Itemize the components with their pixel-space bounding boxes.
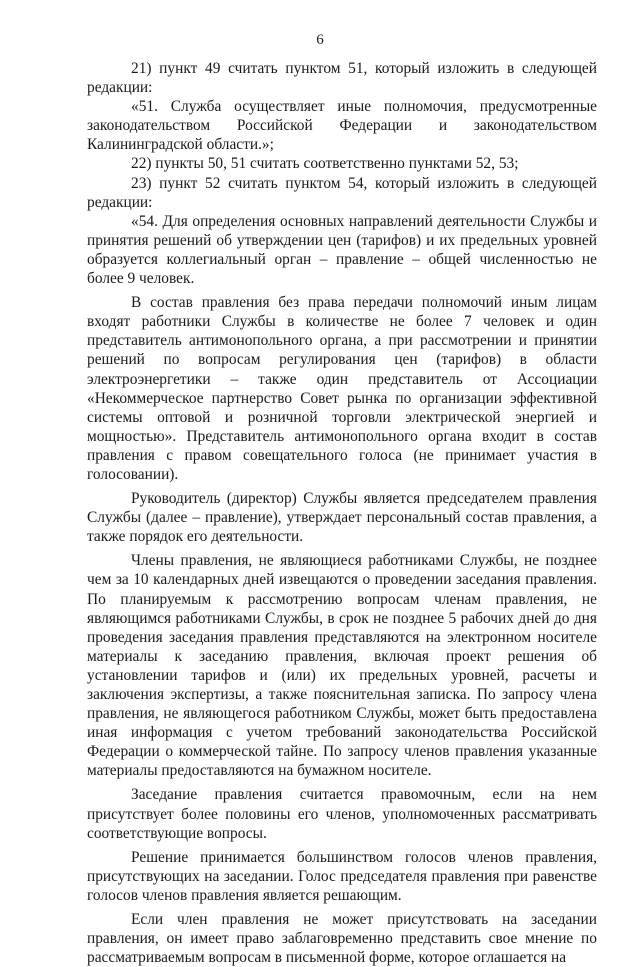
paragraph: 22) пункты 50, 51 считать соответственно пунктами 52, 53;: [131, 155, 519, 173]
paragraph: В состав правления без права передачи полномочий иным лицам входят работники Службы в количестве не более 7 человек и один представитель антимонопольного органа, а при рассмотрении и принятии решений по вопросам регулирования цен (тарифов) в области электроэнергетики – также один представитель от Ассоциации «Некоммерческое партнерство Совет рынка по организации эффективной системы оптовой и розничной торговли электрической энергией и мощностью». Представитель антимонопольного органа входит в состав правления с правом совещательного голоса (не принимает участия в голосовании).: [87, 294, 597, 483]
page-number: 6: [316, 32, 324, 48]
paragraph: Члены правления, не являющиеся работниками Службы, не позднее чем за 10 календарных дней извещаются о проведении заседания правления. По планируемым к рассмотрению вопросам членам правления, не являющимся работниками Службы, в срок не позднее 5 рабочих дней до дня проведения заседания правления представляются на электронном носителе материалы к заседанию правления, включая проект решения об установлении тарифов и (или) их предельных уровней, расчеты и заключения экспертизы, а также пояснительная записка. По запросу члена правления, не являющегося работником Службы, может быть предоставлена иная информация с учетом требований законодательства Российской Федерации о коммерческой тайне. По запросу членов правления указанные материалы предоставляются на бумажном носителе.: [87, 552, 597, 780]
paragraph: Заседание правления считается правомочным, если на нем присутствует более половины его членов, уполномоченных рассматривать соответствующие вопросы.: [87, 786, 597, 842]
document-body: [87, 59, 597, 967]
paragraph: 21) пункт 49 считать пунктом 51, который изложить в следующей редакции:: [87, 60, 597, 97]
paragraph: 23) пункт 52 считать пунктом 54, который изложить в следующей редакции:: [87, 174, 597, 211]
paragraph: Руководитель (директор) Службы является председателем правления Службы (далее – правление), утверждает персональный состав правления, а также порядок его деятельности.: [87, 490, 597, 546]
paragraph: Если член правления не может присутствовать на заседании правления, он имеет право заблаговременно представить свое мнение по рассматриваемым вопросам в письменной форме, которое оглашается на: [87, 911, 597, 967]
paragraph: «54. Для определения основных направлений деятельности Службы и принятия решений об утверждении цен (тарифов) и их предельных уровней образуется коллегиальный орган – правление – общей численностью не более 9 человек.: [87, 212, 597, 288]
paragraph: Решение принимается большинством голосов членов правления, присутствующих на заседании. Голос председателя правления при равенстве голосов членов правления является решающим.: [87, 848, 597, 904]
paragraph: «51. Служба осуществляет иные полномочия, предусмотренные законодательством Российской Федерации и законодательством Калининградской области.»;: [87, 98, 597, 154]
